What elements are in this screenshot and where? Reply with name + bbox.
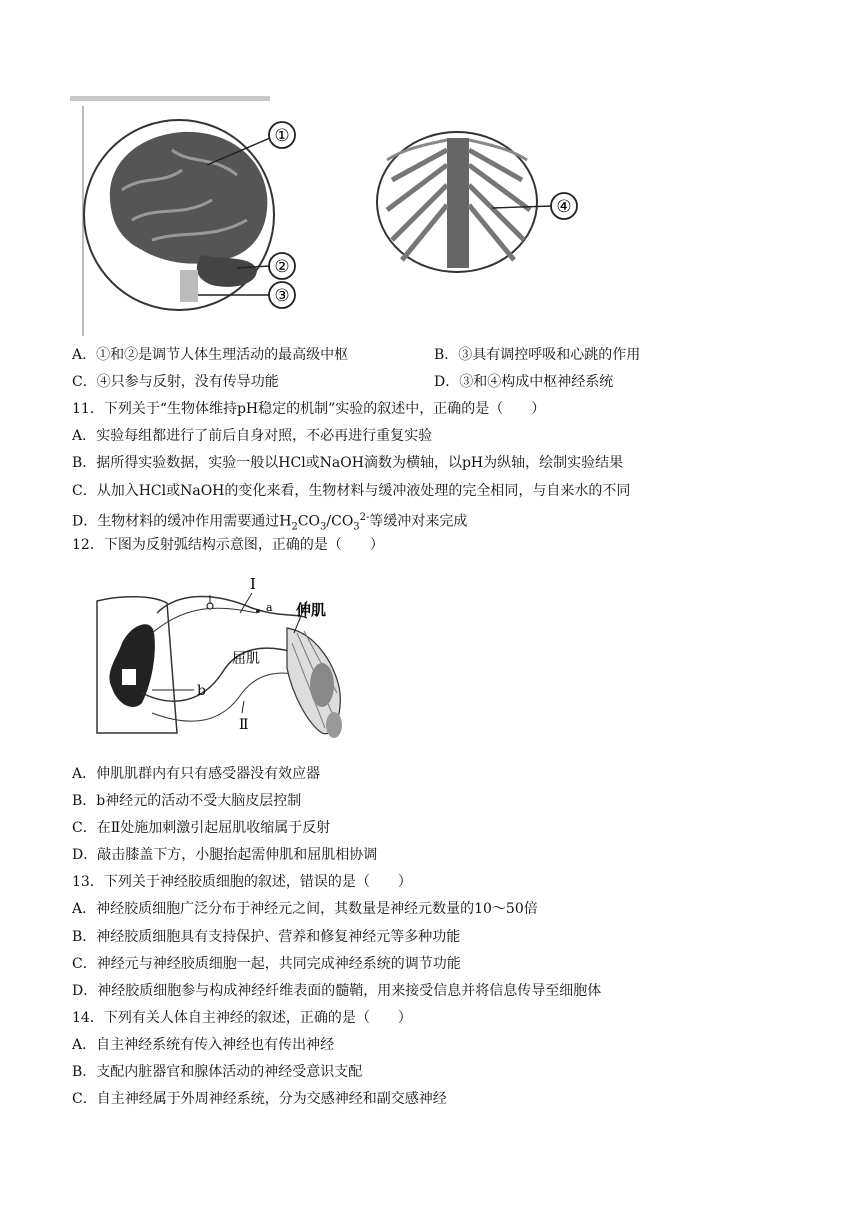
label-1: ①	[274, 126, 290, 146]
q14-stem: 14．下列有关人体自主神经的叙述，正确的是（ ）	[72, 1010, 412, 1026]
q11-option-b: B．据所得实验数据，实验一般以HCl或NaOH滴数为横轴，以pH为纵轴，绘制实验结果	[72, 455, 624, 471]
q12-option-b: B．b神经元的活动不受大脑皮层控制	[72, 793, 302, 809]
q11-option-d: D．生物材料的缓冲作用需要通过$H_2CO_3/CO_3^{2-}$等缓冲对来完成	[72, 512, 468, 533]
q12-stem: 12．下图为反射弧结构示意图，正确的是（ ）	[72, 537, 384, 553]
label-4: ④	[556, 197, 572, 217]
q13-option-c: C．神经元与神经胶质细胞一起，共同完成神经系统的调节功能	[72, 956, 461, 972]
q13-stem: 13．下列关于神经胶质细胞的叙述，错误的是（ ）	[72, 874, 412, 890]
label-2: ②	[274, 257, 290, 277]
q13-option-d: D．神经胶质细胞参与构成神经纤维表面的髓鞘，用来接受信息并将信息传导至细胞体	[72, 983, 602, 999]
reflex-arc-figure	[82, 573, 362, 743]
nervous-system-figure	[62, 90, 622, 340]
q11-option-a: A．实验每组都进行了前后自身对照，不必再进行重复实验	[72, 428, 433, 444]
q11-option-c: C．从加入HCl或NaOH的变化来看，生物材料与缓冲液处理的完全相同，与自来水的不同	[72, 483, 631, 499]
q10-option-d: D．③和④构成中枢神经系统	[434, 374, 614, 390]
spinal-cord-photo	[377, 132, 537, 272]
label-flexor: 屈肌	[232, 651, 260, 667]
q13-option-b: B．神经胶质细胞具有支持保护、营养和修复神经元等多种功能	[72, 929, 461, 945]
q12-option-d: D．敲击膝盖下方，小腿抬起需伸肌和屈肌相协调	[72, 847, 378, 863]
q10-option-c: C．④只参与反射，没有传导功能	[72, 374, 279, 390]
q14-option-c: C．自主神经属于外周神经系统，分为交感神经和副交感神经	[72, 1091, 447, 1107]
q12-option-c: C．在Ⅱ处施加刺激引起屈肌收缩属于反射	[72, 820, 331, 836]
q10-option-b: B．③具有调控呼吸和心跳的作用	[434, 347, 641, 363]
q14-option-a: A．自主神经系统有传入神经也有传出神经	[72, 1037, 335, 1053]
q14-option-b: B．支配内脏器官和腺体活动的神经受意识支配	[72, 1064, 363, 1080]
label-a: a	[266, 601, 273, 614]
label-3: ③	[274, 286, 290, 306]
q12-option-a: A．伸肌肌群内有只有感受器没有效应器	[72, 766, 321, 782]
q10-option-a: A．①和②是调节人体生理活动的最高级中枢	[72, 347, 349, 363]
label-II: Ⅱ	[239, 717, 249, 733]
q13-option-a: A．神经胶质细胞广泛分布于神经元之间，其数量是神经元数量的10～50倍	[72, 901, 538, 917]
label-b: b	[197, 683, 206, 699]
label-I: Ⅰ	[250, 575, 256, 593]
q11-stem: 11．下列关于“生物体维持pH稳定的机制”实验的叙述中，正确的是（ ）	[72, 401, 546, 417]
label-extensor: 伸肌	[296, 601, 327, 619]
